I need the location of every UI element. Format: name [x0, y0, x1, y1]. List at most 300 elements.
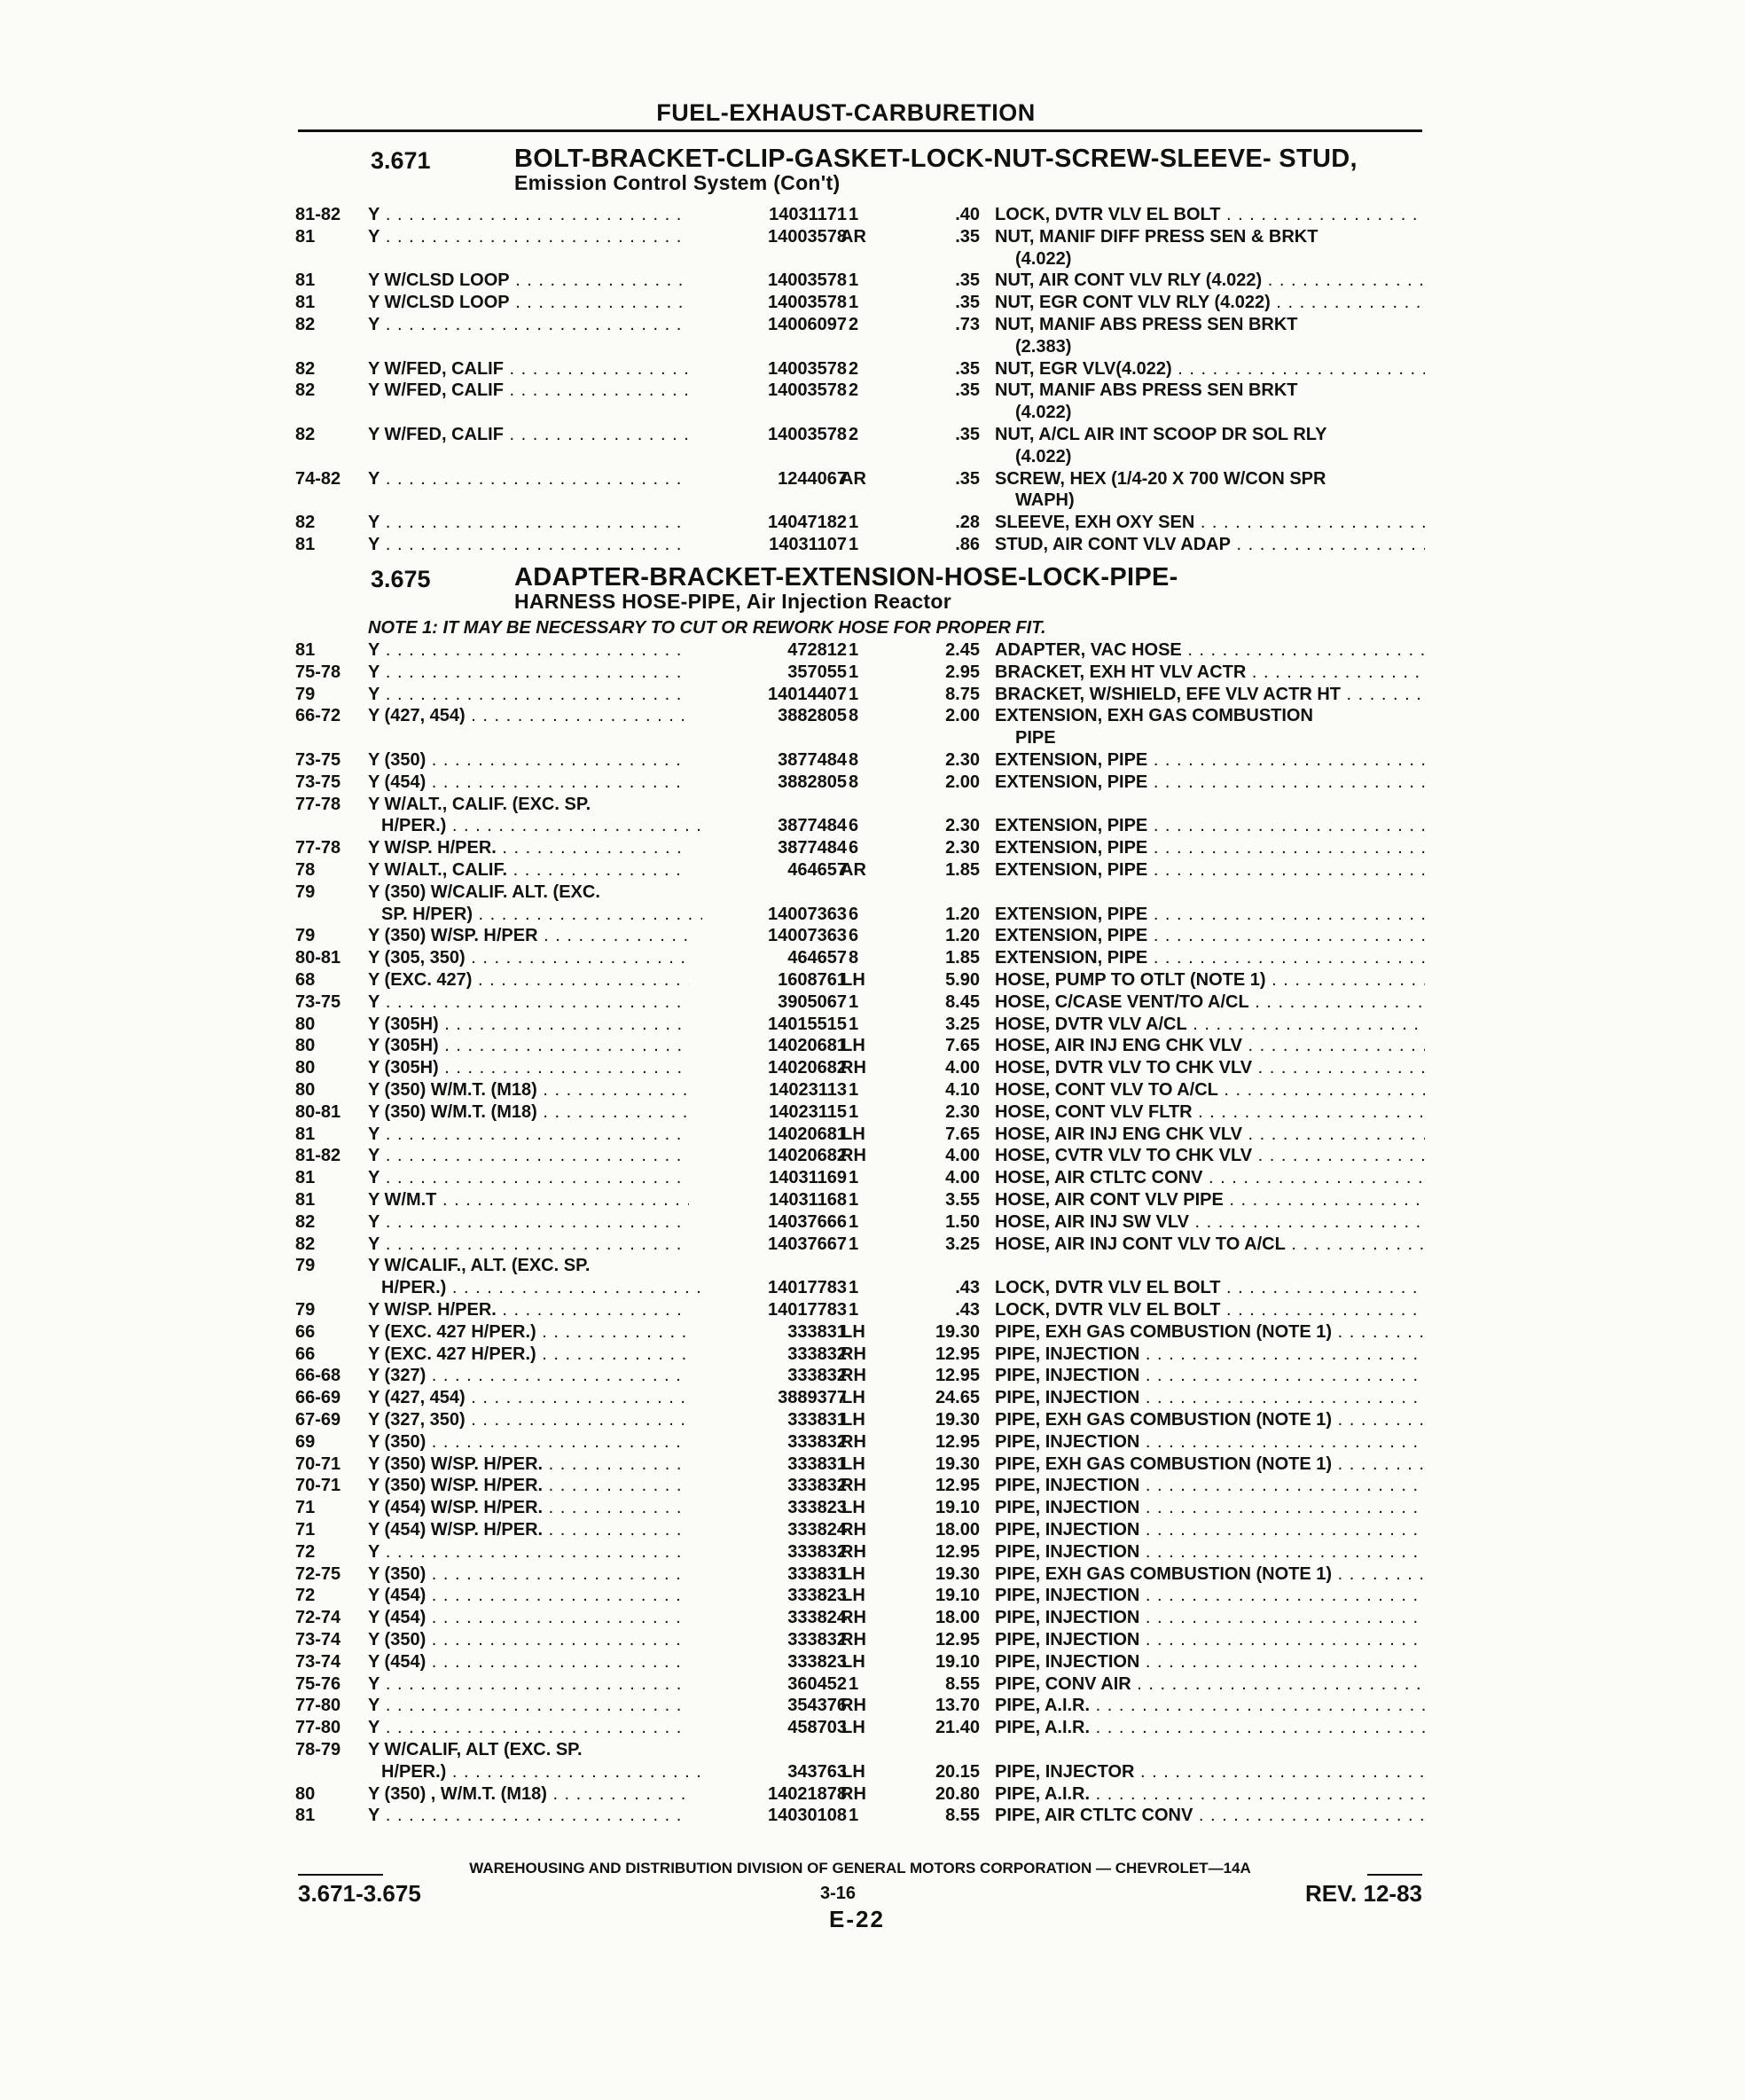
row-description: Y . . .: [368, 226, 689, 247]
header-rule: [298, 129, 1422, 132]
table-row: [0, 662, 1745, 684]
table-row: [0, 639, 1745, 662]
row-quantity: LH: [841, 1321, 865, 1342]
row-part-number: 354376: [787, 1696, 847, 1716]
row-part-name: EXTENSION, PIPE . . .: [995, 859, 1425, 881]
row-description: Y (350) W/CALIF. ALT. (EXC.: [368, 882, 600, 902]
row-description: Y (350) W/SP. H/PER. . . .: [368, 1454, 689, 1475]
row-description: Y W/SP. H/PER. . . .: [368, 837, 689, 858]
row-part-name: PIPE, CONV AIR . . .: [995, 1673, 1425, 1695]
row-description: Y (305H) . . .: [368, 1057, 689, 1078]
row-year: 71: [295, 1498, 316, 1518]
row-price: 12.95: [935, 1541, 980, 1562]
row-part-name: EXTENSION, PIPE . . .: [995, 772, 1425, 793]
row-description: Y (EXC. 427 H/PER.) . . .: [368, 1344, 689, 1365]
row-description: Y . . .: [368, 468, 689, 490]
row-description: Y W/FED, CALIF . . .: [368, 380, 689, 401]
row-quantity: 1: [848, 1234, 859, 1254]
table-row: [0, 380, 1745, 424]
row-price: 19.30: [935, 1454, 980, 1474]
row-part-number: 14003578: [768, 226, 847, 247]
row-year: 82: [295, 380, 316, 401]
row-description: Y . . .: [368, 1717, 689, 1738]
row-part-name-cont: (4.022): [1015, 446, 1072, 466]
row-price: 2.30: [945, 1101, 980, 1122]
row-year: 79: [295, 926, 316, 946]
row-part-name: EXTENSION, PIPE . . .: [995, 815, 1425, 836]
row-part-number: 3877484: [778, 816, 847, 836]
footer-division-text: WAREHOUSING AND DISTRIBUTION DIVISION OF GENERAL MOTORS CORPORATION — CHEVROLET—14A: [469, 1860, 1251, 1877]
row-part-name: LOCK, DVTR VLV EL BOLT . . .: [995, 1299, 1425, 1320]
row-price: 8.55: [945, 1806, 980, 1826]
row-description: Y (305, 350) . . .: [368, 947, 689, 968]
row-price: 20.15: [935, 1761, 980, 1782]
row-part-name: HOSE, DVTR VLV A/CL . . .: [995, 1014, 1425, 1035]
row-part-number: 14014407: [768, 684, 847, 704]
row-year: 66-72: [295, 706, 341, 726]
row-year: 68: [295, 970, 316, 990]
row-part-number: 14003578: [768, 358, 847, 379]
row-year: 67-69: [295, 1410, 341, 1430]
row-year: 79: [295, 882, 316, 902]
row-description: Y W/FED, CALIF . . .: [368, 424, 689, 445]
row-quantity: LH: [841, 1718, 865, 1738]
row-part-name: EXTENSION, PIPE . . .: [995, 904, 1425, 925]
row-price: 2.30: [945, 816, 980, 836]
row-part-number: 3882805: [778, 772, 847, 792]
row-price: 13.70: [935, 1696, 980, 1716]
row-quantity: LH: [841, 1651, 865, 1672]
table-row: [0, 684, 1745, 706]
row-part-number: 14031171: [769, 205, 847, 224]
row-year: 79: [295, 684, 316, 704]
row-quantity: RH: [841, 1344, 866, 1364]
row-price: 19.10: [935, 1651, 980, 1672]
table-row: [0, 837, 1745, 859]
row-part-number: 3877484: [778, 838, 847, 858]
row-year: 71: [295, 1520, 316, 1540]
row-quantity: 1: [848, 535, 859, 554]
row-part-name: LOCK, DVTR VLV EL BOLT . . .: [995, 204, 1425, 225]
table-row: [0, 1035, 1745, 1057]
row-description: Y . . .: [368, 639, 689, 661]
row-part-name: PIPE, EXH GAS COMBUSTION (NOTE 1) . . .: [995, 1321, 1425, 1343]
row-part-name: ADAPTER, VAC HOSE . . .: [995, 639, 1425, 661]
row-price: 4.10: [945, 1080, 980, 1100]
row-quantity: 8: [848, 772, 859, 792]
row-part-name: PIPE, INJECTION . . .: [995, 1607, 1425, 1628]
row-price: .35: [955, 380, 980, 401]
row-price: 12.95: [935, 1630, 980, 1649]
row-quantity: 1: [848, 1101, 859, 1122]
table-row: [0, 1651, 1745, 1673]
row-year: 82: [295, 425, 316, 444]
row-part-number: 14007363: [768, 904, 847, 924]
row-year: 78-79: [295, 1740, 341, 1759]
row-part-name: PIPE, INJECTION . . .: [995, 1497, 1425, 1518]
row-year: 82: [295, 513, 316, 533]
row-price: 5.90: [945, 970, 980, 990]
row-part-number: 14007363: [768, 926, 847, 946]
row-year: 80: [295, 1783, 316, 1804]
row-description: Y (454) . . .: [368, 1607, 689, 1628]
table-row: [0, 794, 1745, 838]
row-part-name: HOSE, AIR CONT VLV PIPE . . .: [995, 1189, 1425, 1211]
row-quantity: 1: [848, 1190, 859, 1210]
row-year: 81: [295, 226, 316, 247]
row-part-number: 333823: [787, 1498, 847, 1518]
row-quantity: LH: [841, 1124, 865, 1144]
row-part-number: 14031169: [769, 1168, 847, 1188]
row-description: Y . . .: [368, 1211, 689, 1233]
row-description-cont: H/PER.) . . .: [381, 815, 702, 836]
row-year: 81: [295, 535, 316, 554]
row-price: 12.95: [935, 1431, 980, 1452]
row-quantity: LH: [841, 1454, 865, 1474]
row-quantity: 2: [848, 425, 859, 444]
row-part-name: BRACKET, EXH HT VLV ACTR . . .: [995, 662, 1425, 683]
page-header-title: FUEL-EXHAUST-CARBURETION: [656, 99, 1036, 126]
row-part-name-cont: (2.383): [1015, 336, 1072, 357]
row-year: 66-68: [295, 1366, 341, 1386]
row-part-number: 343763: [787, 1761, 847, 1782]
row-quantity: LH: [841, 1586, 865, 1606]
row-part-name: HOSE, AIR INJ CONT VLV TO A/CL . . .: [995, 1234, 1425, 1255]
row-part-number: 333832: [787, 1431, 847, 1452]
table-row: [0, 772, 1745, 794]
row-part-name: EXTENSION, PIPE . . .: [995, 749, 1425, 771]
table-row: [0, 1299, 1745, 1321]
table-row: [0, 1234, 1745, 1256]
table-row: [0, 1695, 1745, 1717]
row-part-name: PIPE, INJECTION . . .: [995, 1387, 1425, 1408]
row-price: .43: [955, 1278, 980, 1298]
row-part-number: 333832: [787, 1541, 847, 1562]
table-row: [0, 204, 1745, 226]
table-row: [0, 226, 1745, 270]
row-part-number: 14021878: [768, 1783, 847, 1804]
row-price: 24.65: [935, 1388, 980, 1408]
row-description: Y . . .: [368, 1145, 689, 1166]
table-row: [0, 1344, 1745, 1366]
row-year: 81: [295, 640, 316, 660]
row-part-name: HOSE, CONT VLV TO A/CL . . .: [995, 1079, 1425, 1101]
row-year: 77-78: [295, 838, 341, 858]
row-year: 81: [295, 270, 316, 291]
row-part-name: PIPE, A.I.R. . . .: [995, 1783, 1425, 1805]
row-price: 3.55: [945, 1190, 980, 1210]
row-description: Y . . .: [368, 684, 689, 705]
row-part-number: 333831: [787, 1410, 847, 1430]
section-title-line1: BOLT-BRACKET-CLIP-GASKET-LOCK-NUT-SCREW-SLEEVE- STUD,: [514, 145, 1358, 173]
table-row: [0, 1541, 1745, 1563]
row-price: 12.95: [935, 1476, 980, 1496]
row-description: Y (350) . . .: [368, 749, 689, 771]
row-quantity: 1: [848, 1211, 859, 1232]
row-description: Y (350) , W/M.T. (M18) . . .: [368, 1783, 689, 1805]
row-quantity: RH: [841, 1520, 866, 1540]
row-price: 19.30: [935, 1410, 980, 1430]
row-price: 7.65: [945, 1036, 980, 1056]
row-price: .86: [955, 535, 980, 554]
row-year: 80-81: [295, 948, 341, 968]
row-quantity: RH: [841, 1476, 866, 1496]
row-quantity: 8: [848, 750, 859, 770]
row-quantity: RH: [841, 1541, 866, 1562]
row-quantity: LH: [841, 1036, 865, 1056]
row-price: 8.75: [945, 684, 980, 704]
row-price: 19.30: [935, 1563, 980, 1584]
row-quantity: 1: [848, 640, 859, 660]
row-part-number: 14017783: [768, 1278, 847, 1298]
row-price: .35: [955, 358, 980, 379]
table-row: [0, 859, 1745, 882]
row-description-cont: H/PER.) . . .: [381, 1277, 702, 1298]
row-part-number: 3877484: [778, 750, 847, 770]
section-title-line1: ADAPTER-BRACKET-EXTENSION-HOSE-LOCK-PIPE-: [514, 563, 1178, 592]
row-quantity: 2: [848, 315, 859, 334]
row-year: 80-81: [295, 1101, 341, 1122]
table-row: [0, 1431, 1745, 1454]
row-quantity: 1: [848, 1278, 859, 1298]
row-description: Y (305H) . . .: [368, 1014, 689, 1035]
row-year: 72-74: [295, 1608, 341, 1628]
row-part-name: HOSE, C/CASE VENT/TO A/CL . . .: [995, 991, 1425, 1013]
row-description: Y (454) . . .: [368, 772, 689, 793]
row-part-name: NUT, EGR VLV(4.022) . . .: [995, 358, 1425, 380]
row-price: 2.00: [945, 706, 980, 726]
table-row: [0, 1783, 1745, 1806]
row-part-number: 3905067: [778, 991, 847, 1012]
row-part-number: 333831: [787, 1454, 847, 1474]
table-row: [0, 1365, 1745, 1387]
row-part-name: EXTENSION, EXH GAS COMBUSTION: [995, 706, 1313, 726]
row-year: 78: [295, 860, 316, 880]
footer-rule-right: [1367, 1874, 1422, 1876]
row-year: 77-80: [295, 1718, 341, 1738]
row-description: Y W/FED, CALIF . . .: [368, 358, 689, 380]
row-description: Y W/ALT., CALIF. . . .: [368, 859, 689, 881]
table-row: [0, 1124, 1745, 1146]
table-row: [0, 424, 1745, 468]
row-year: 73-75: [295, 772, 341, 792]
row-price: .28: [955, 513, 980, 533]
row-year: 66-69: [295, 1388, 341, 1408]
row-part-name: NUT, MANIF ABS PRESS SEN BRKT: [995, 315, 1298, 334]
section-title-3675: [514, 563, 1419, 613]
row-description: Y . . .: [368, 1167, 689, 1188]
table-row: [0, 534, 1745, 556]
row-quantity: AR: [841, 468, 866, 489]
row-part-name: PIPE, INJECTION . . .: [995, 1629, 1425, 1650]
row-part-number: 14023113: [769, 1080, 847, 1100]
row-part-name: PIPE, EXH GAS COMBUSTION (NOTE 1) . . .: [995, 1563, 1425, 1585]
row-part-number: 14037666: [768, 1211, 847, 1232]
row-part-number: 14037667: [768, 1234, 847, 1254]
table-row: [0, 1739, 1745, 1783]
row-year: 81: [295, 1168, 316, 1188]
section-number-3671: 3.671: [371, 147, 431, 174]
section-title-line2: HARNESS HOSE-PIPE, Air Injection Reactor: [514, 590, 951, 613]
row-price: .35: [955, 226, 980, 247]
row-year: 80: [295, 1014, 316, 1034]
row-year: 82: [295, 1234, 316, 1254]
row-description: Y . . .: [368, 204, 689, 225]
row-price: 1.20: [945, 904, 980, 924]
row-part-number: 333824: [787, 1520, 847, 1540]
row-price: 7.65: [945, 1124, 980, 1144]
row-part-name: PIPE, EXH GAS COMBUSTION (NOTE 1) . . .: [995, 1409, 1425, 1430]
table-row: [0, 270, 1745, 292]
section-title-line2: Emission Control System (Con't): [514, 171, 841, 194]
row-description: Y (454) . . .: [368, 1585, 689, 1606]
row-part-number: 14003578: [768, 380, 847, 401]
row-description: Y (427, 454) . . .: [368, 1387, 689, 1408]
row-price: .35: [955, 468, 980, 489]
row-year: 81-82: [295, 1146, 341, 1166]
row-year: 75-78: [295, 662, 341, 682]
row-description: Y (327, 350) . . .: [368, 1409, 689, 1430]
row-year: 77-78: [295, 794, 341, 814]
row-quantity: 1: [848, 662, 859, 682]
row-part-name: NUT, EGR CONT VLV RLY (4.022) . . .: [995, 292, 1425, 313]
row-price: 20.80: [935, 1783, 980, 1804]
row-quantity: 1: [848, 293, 859, 313]
table-row: [0, 292, 1745, 314]
row-year: 70-71: [295, 1476, 341, 1496]
row-part-name: EXTENSION, PIPE . . .: [995, 925, 1425, 946]
row-part-name: NUT, MANIF ABS PRESS SEN BRKT: [995, 380, 1298, 401]
row-part-name: HOSE, PUMP TO OTLT (NOTE 1) . . .: [995, 969, 1425, 991]
row-quantity: 1: [848, 270, 859, 291]
row-part-name-cont: (4.022): [1015, 403, 1072, 423]
row-description: Y . . .: [368, 1541, 689, 1563]
row-description: Y . . .: [368, 1124, 689, 1145]
row-price: 1.50: [945, 1211, 980, 1232]
row-year: 80: [295, 1080, 316, 1100]
row-description: Y . . .: [368, 991, 689, 1013]
row-quantity: 2: [848, 358, 859, 379]
table-row: [0, 1607, 1745, 1629]
row-description: Y . . .: [368, 1805, 689, 1826]
row-price: 8.55: [945, 1673, 980, 1694]
row-part-number: 14020681: [768, 1124, 847, 1144]
row-part-name: PIPE, INJECTION . . .: [995, 1365, 1425, 1386]
row-quantity: 1: [848, 1673, 859, 1694]
row-year: 79: [295, 1300, 316, 1320]
row-quantity: 8: [848, 948, 859, 968]
row-year: 70-71: [295, 1454, 341, 1474]
row-description-cont: SP. H/PER) . . .: [381, 904, 702, 925]
row-description: Y W/CALIF, ALT (EXC. SP.: [368, 1740, 583, 1759]
row-part-number: 14003578: [768, 425, 847, 444]
row-part-name: BRACKET, W/SHIELD, EFE VLV ACTR HT . . .: [995, 684, 1425, 705]
row-price: 4.00: [945, 1058, 980, 1078]
table-row: [0, 925, 1745, 947]
row-part-name: HOSE, DVTR VLV TO CHK VLV . . .: [995, 1057, 1425, 1078]
footer-page-number: 3-16: [820, 1884, 857, 1903]
row-year: 81: [295, 293, 316, 313]
table-row: [0, 1409, 1745, 1431]
row-part-number: 472812: [787, 640, 847, 660]
row-description: Y (350) W/SP. H/PER. . . .: [368, 1475, 689, 1496]
row-part-name: PIPE, INJECTION . . .: [995, 1475, 1425, 1496]
row-quantity: AR: [841, 860, 866, 880]
row-part-name: EXTENSION, PIPE . . .: [995, 837, 1425, 858]
row-quantity: LH: [841, 1563, 865, 1584]
row-price: 2.00: [945, 772, 980, 792]
row-quantity: RH: [841, 1431, 866, 1452]
row-year: 81: [295, 1806, 316, 1826]
row-quantity: LH: [841, 1410, 865, 1430]
row-description: Y . . .: [368, 534, 689, 555]
row-part-name: HOSE, AIR INJ ENG CHK VLV . . .: [995, 1124, 1425, 1145]
row-part-number: 357055: [787, 662, 847, 682]
row-part-number: 464657: [787, 860, 847, 880]
row-part-number: 333832: [787, 1366, 847, 1386]
row-description: Y W/CLSD LOOP . . .: [368, 292, 689, 313]
row-quantity: 1: [848, 1014, 859, 1034]
table-row: [0, 947, 1745, 969]
table-row: [0, 882, 1745, 926]
row-description: Y (350) W/SP. H/PER . . .: [368, 925, 689, 946]
row-quantity: LH: [841, 1761, 865, 1782]
row-year: 81-82: [295, 205, 341, 224]
row-quantity: RH: [841, 1058, 866, 1078]
row-description: Y (454) W/SP. H/PER. . . .: [368, 1519, 689, 1540]
table-row: [0, 512, 1745, 534]
row-part-name: PIPE, INJECTION . . .: [995, 1585, 1425, 1606]
row-price: .35: [955, 425, 980, 444]
row-price: 3.25: [945, 1014, 980, 1034]
row-price: 12.95: [935, 1344, 980, 1364]
row-price: 1.20: [945, 926, 980, 946]
row-part-number: 360452: [787, 1673, 847, 1694]
row-year: 82: [295, 358, 316, 379]
row-quantity: RH: [841, 1696, 866, 1716]
row-price: 1.85: [945, 948, 980, 968]
row-price: 19.10: [935, 1498, 980, 1518]
row-part-name-cont: PIPE: [1015, 728, 1056, 748]
row-price: 18.00: [935, 1608, 980, 1628]
row-year: 82: [295, 1211, 316, 1232]
row-quantity: RH: [841, 1608, 866, 1628]
row-quantity: 6: [848, 926, 859, 946]
row-description-cont: H/PER.) . . .: [381, 1761, 702, 1783]
row-year: 73-75: [295, 750, 341, 770]
row-part-name: STUD, AIR CONT VLV ADAP . . .: [995, 534, 1425, 555]
row-part-number: 14017783: [768, 1300, 847, 1320]
row-price: 19.10: [935, 1586, 980, 1606]
row-part-name: HOSE, CONT VLV FLTR . . .: [995, 1101, 1425, 1123]
table-row: [0, 1211, 1745, 1234]
table-row: [0, 705, 1745, 749]
row-year: 66: [295, 1321, 316, 1342]
row-quantity: RH: [841, 1146, 866, 1166]
row-price: 1.85: [945, 860, 980, 880]
row-year: 73-74: [295, 1651, 341, 1672]
row-year: 81: [295, 1190, 316, 1210]
table-row: [0, 1321, 1745, 1344]
table-row: [0, 1475, 1745, 1497]
row-year: 80: [295, 1058, 316, 1078]
row-part-name: PIPE, EXH GAS COMBUSTION (NOTE 1) . . .: [995, 1454, 1425, 1475]
section-title-3671: [514, 147, 1419, 194]
table-row: [0, 1014, 1745, 1036]
table-row: [0, 358, 1745, 380]
row-quantity: 1: [848, 1806, 859, 1826]
row-part-number: 333831: [787, 1321, 847, 1342]
